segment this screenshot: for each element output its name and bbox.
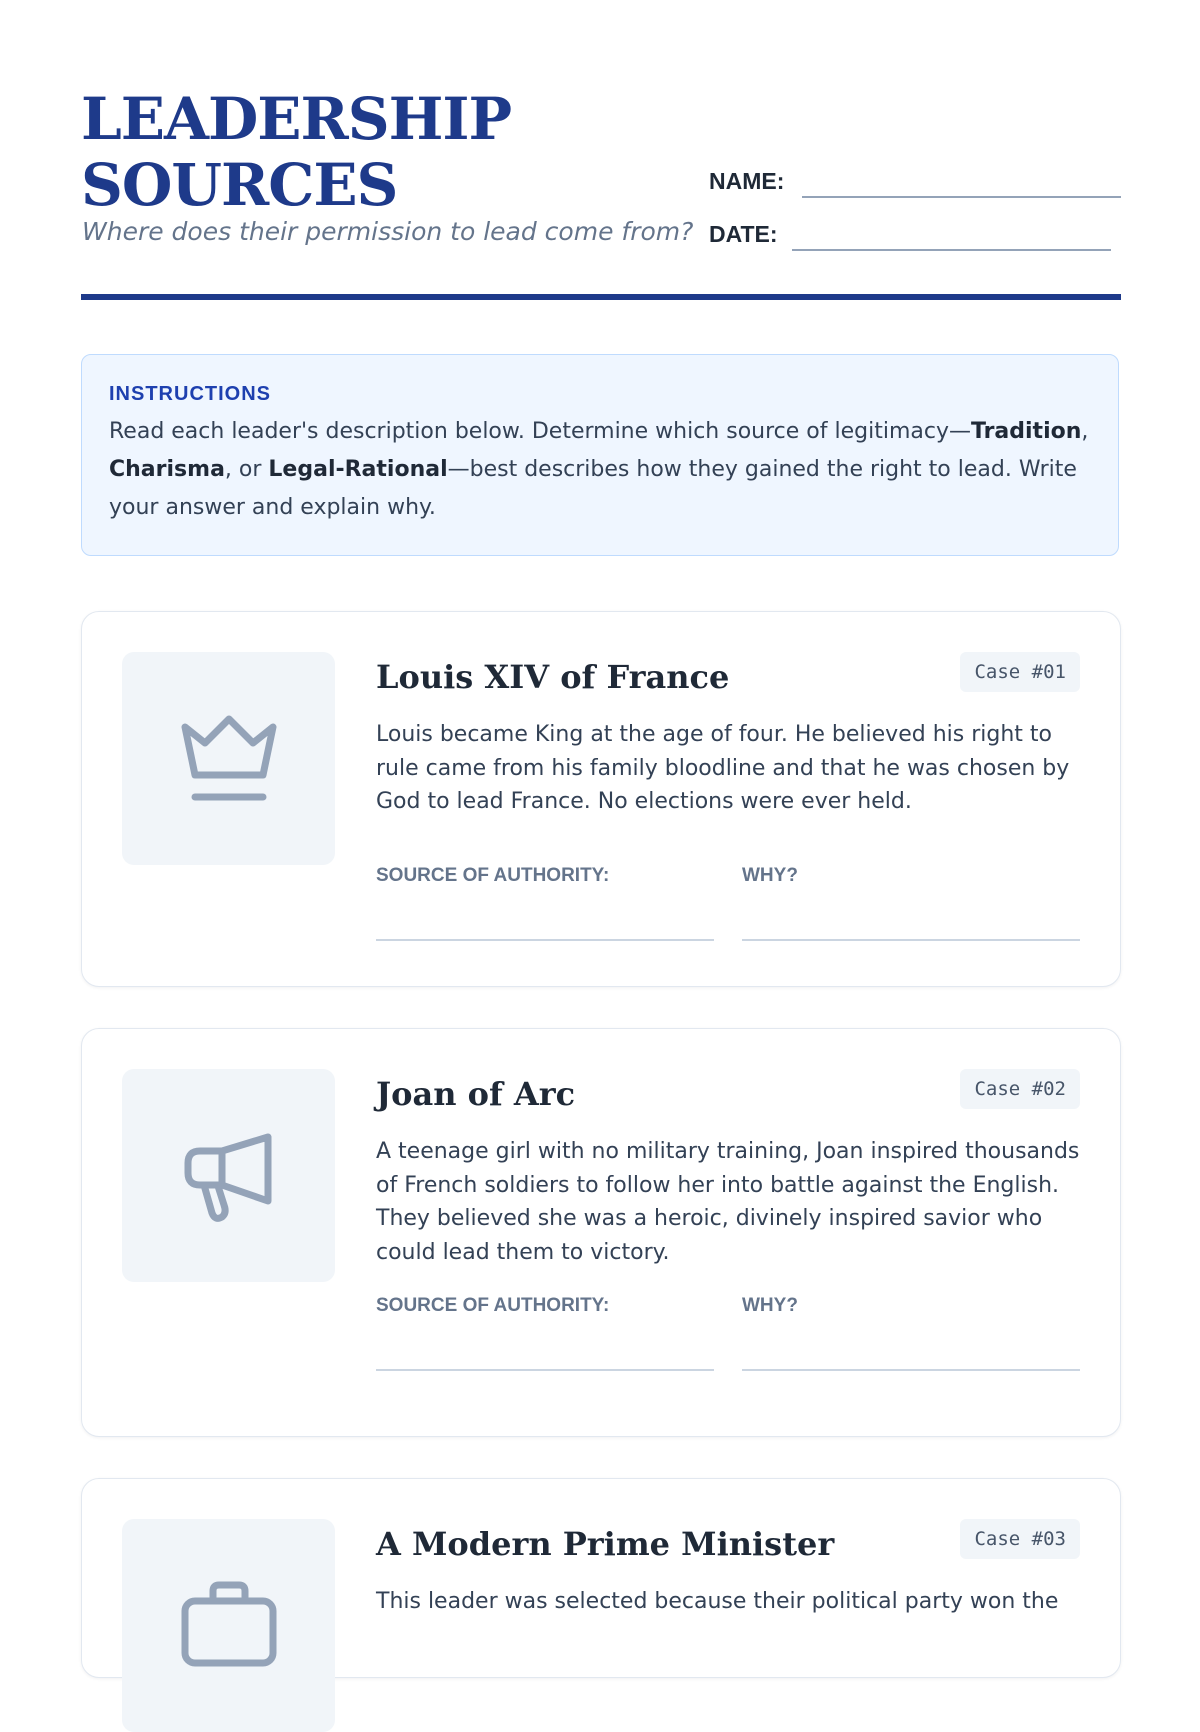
- case-name: Joan of Arc: [376, 1075, 576, 1113]
- case-card: [81, 611, 1121, 987]
- source-of-authority-label: SOURCE OF AUTHORITY:: [376, 1295, 610, 1316]
- source-of-authority-input-line[interactable]: [376, 1369, 714, 1371]
- case-number-badge: Case #03: [960, 1519, 1080, 1559]
- worksheet-header: [81, 86, 1121, 301]
- term-tradition: Tradition: [970, 419, 1082, 444]
- instructions-separator: , or: [224, 457, 269, 482]
- term-charisma: Charisma: [109, 457, 225, 482]
- name-field: [709, 164, 1121, 198]
- instructions-label: INSTRUCTIONS: [109, 383, 271, 405]
- why-input-line[interactable]: [742, 1369, 1080, 1371]
- case-icon-box: [122, 1519, 335, 1732]
- case-icon-box: [122, 652, 335, 865]
- source-of-authority-field: [376, 865, 714, 941]
- name-label: NAME:: [709, 168, 785, 194]
- why-input-line[interactable]: [742, 939, 1080, 941]
- instructions-separator: ,: [1081, 419, 1089, 444]
- header-divider: [81, 294, 1121, 300]
- source-of-authority-label: SOURCE OF AUTHORITY:: [376, 865, 610, 886]
- why-label: WHY?: [742, 865, 798, 886]
- case-description: Louis became King at the age of four. He believed his right to rule came from his family bloodline and that he was chosen by God to lead France. No elections were ever held.: [376, 722, 1070, 814]
- case-number-badge: Case #01: [960, 652, 1080, 692]
- case-name: Louis XIV of France: [376, 658, 730, 696]
- megaphone-icon: [182, 1129, 276, 1223]
- date-label: DATE:: [709, 221, 778, 247]
- case-icon-box: [122, 1069, 335, 1282]
- date-field: [709, 217, 1121, 251]
- source-of-authority-input-line[interactable]: [376, 939, 714, 941]
- why-field: [742, 865, 1080, 941]
- name-input-line[interactable]: [802, 196, 1121, 198]
- why-label: WHY?: [742, 1295, 798, 1316]
- case-description: This leader was selected because their political party won the: [376, 1589, 1059, 1614]
- case-description: A teenage girl with no military training, Joan inspired thousands of French soldiers to follow her into battle against the English. They believed she was a heroic, divinely inspired savior who could lead them to victory.: [376, 1139, 1080, 1265]
- instructions-text: [109, 413, 1109, 527]
- briefcase-icon: [179, 1581, 279, 1671]
- why-field: [742, 1295, 1080, 1371]
- case-number-badge: Case #02: [960, 1069, 1080, 1109]
- page-subtitle: Where does their permission to lead come from?: [82, 217, 694, 246]
- case-card: [81, 1478, 1121, 1678]
- date-input-line[interactable]: [792, 249, 1111, 251]
- term-legal-rational: Legal-Rational: [268, 457, 448, 482]
- source-of-authority-field: [376, 1295, 714, 1371]
- case-name: A Modern Prime Minister: [376, 1525, 835, 1563]
- crown-icon: [179, 713, 279, 805]
- case-card: [81, 1028, 1121, 1437]
- instructions-text-intro: Read each leader's description below. Determine which source of legitimacy—: [109, 419, 971, 444]
- page-title: LEADERSHIP SOURCES: [81, 85, 512, 219]
- instructions-text-outro: —best describes how they gained the right to lead. Write your answer and explain why.: [109, 457, 1077, 520]
- instructions-box: [81, 354, 1119, 556]
